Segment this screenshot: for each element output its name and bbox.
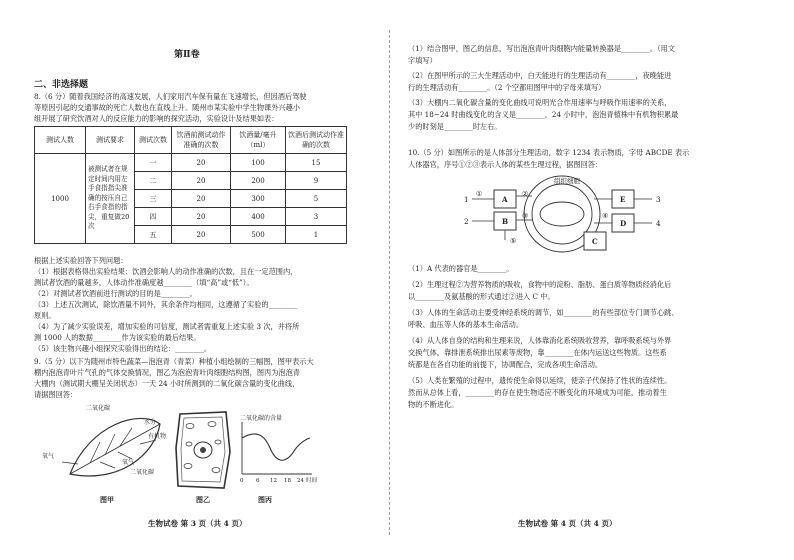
q10-intro: 10.（5 分）如图所示的是人体部分生理活动，数字 1234 表示物质，字母 ABCDE 表示 [408, 148, 690, 157]
cell: 5 [286, 190, 347, 208]
cell: 20 [172, 208, 231, 226]
substance-label: 2 [464, 217, 469, 226]
th-times: 测试次数 [135, 127, 172, 154]
cell: 400 [231, 208, 286, 226]
th-requirement: 测试要求 [86, 127, 135, 154]
q8-line: 等原因引起的交通事故的死亡人数也在直线上升。随州市某实验中学生物课外兴趣小 [34, 103, 300, 112]
tick: 0 [240, 478, 244, 484]
q9-cont: （1）结合图甲，图乙的信息，写出泡泡青叶肉细胞内能量转换器是________。（用文 [408, 44, 675, 53]
q9-line: 9.（5 分）以下为随州市特色蔬菜—泡泡青（青菜）种植小组绘制的三幅图，图甲表示大 [34, 357, 314, 366]
tick: 时间 [306, 478, 318, 484]
q8-after: （2）对测试者饮酒前进行测试的目的是________。 [34, 289, 197, 298]
q10-question: 物的不断进化。 [408, 400, 459, 409]
tick: 12 [270, 478, 277, 484]
q10-question: （2）生理过程②为营养物质的吸收，食物中的淀粉、脂肪、蛋白质等物质经消化后 [408, 280, 672, 289]
fig-jia-caption: 图甲 [100, 495, 114, 504]
q10-intro: 人体器官，序号①②③表示人体的某些生理过程，据图回答： [408, 160, 603, 169]
cell: 3 [286, 208, 347, 226]
q8-line: 组开展了研究饮酒对人的反应能力的影响的探究活动，实验设计及结果如表： [34, 114, 279, 123]
q10-question: 呼吸、血压等人体的基本生命活动。 [408, 320, 524, 329]
q10-question: （3）人体的生命活动主要受神经系统的调节，如________的有些部位专门调节心跳、 [408, 308, 679, 317]
th-people: 测试人数 [35, 127, 86, 154]
th-amount: 饮酒量/毫升（ml） [231, 127, 286, 154]
cell: 100 [231, 154, 286, 172]
q10-question: 以________及氨基酸的形式通过②进入 C 中。 [408, 292, 555, 301]
nucleolus [200, 447, 206, 453]
step-label: ① [476, 189, 483, 198]
fig-jia-label: 有机物 [148, 433, 167, 440]
tick: 24 [297, 478, 304, 484]
tissue-cell [540, 202, 584, 226]
q8-after: （4）为了减少实验误差，增加实验的可信度，测试者需重复上述实验 3 次，并将所 [34, 322, 300, 331]
fig-jia-label: 氧气 [42, 453, 55, 460]
cell: 20 [172, 172, 231, 190]
cell: 二 [135, 172, 172, 190]
q9-cont: （3）大棚内二氧化碳含量的变化曲线可说明光合作用速率与呼吸作用速率的关系， [408, 98, 672, 107]
q9-cont: 其中 18~24 时曲线变化的含义是________，24 小时中，泡泡青植株中有机物积累最 [408, 110, 679, 119]
tick: 18 [284, 478, 291, 484]
fig-jia-label: 二氧化碳 [130, 469, 155, 476]
step-label: ③ [522, 211, 529, 220]
cell: 20 [172, 226, 231, 244]
step-label: ② [522, 189, 529, 198]
q9-line: 请据图回答： [34, 390, 78, 399]
cell-people: 1000 [35, 154, 86, 244]
cell: 15 [286, 154, 347, 172]
co2-curve [242, 434, 310, 460]
q8-after: 原则。 [34, 311, 56, 320]
tick: 6 [256, 478, 260, 484]
part-title: 第Ⅱ卷 [174, 50, 200, 60]
tissue-label: 组织细胞 [554, 177, 580, 185]
right-footer: 生物试卷 第 4 页（共 4 页） [518, 519, 617, 528]
section-title: 二、非选择题 [34, 80, 89, 90]
q10-question: 然而从总体上看，________的存在使生物适应不断变化的环境成为可能，推动着生 [408, 388, 667, 397]
step-label: ④ [602, 211, 609, 220]
node-B: B [502, 217, 509, 226]
cell: 五 [135, 226, 172, 244]
physiology-diagram [452, 174, 672, 260]
q8-after: （5）该生物兴趣小组探究实验得出的结论：________。 [34, 344, 212, 353]
q9-cont: 少的时刻是________时左右。 [408, 122, 502, 131]
cell: 一 [135, 154, 172, 172]
q8-after: 根据上述实验回答下列问题： [34, 256, 128, 265]
q10-question: 交换气体，靠排泄系统排出尿素等废物，靠________在体内运送这些物质。这些系 [408, 348, 667, 357]
node-A: A [502, 195, 508, 204]
cell: 500 [231, 226, 286, 244]
q9-cont: （2）在图甲所示的三大生理活动中，白天能进行的生理活动有________，夜晚能进 [408, 71, 672, 80]
right-page [392, 0, 794, 560]
cell: 9 [286, 172, 347, 190]
q9-cont: 行的生理活动有________。（2 个空都用图甲中的字母来填写） [408, 83, 606, 92]
fig-jia-label: 二氧化碳 [86, 405, 111, 412]
node-D: D [620, 219, 627, 228]
node-C: C [592, 237, 598, 246]
q9-line: 大棚内（测试期大棚呈关闭状态）一天 24 小时所测到的二氧化碳含量的变化曲线， [34, 379, 300, 388]
fig-jia-label: 氧气 [122, 459, 135, 466]
cell-figure [172, 408, 234, 492]
q10-question: 统都是在各自功能的前提下，协调配合，完成各项生命活动。 [408, 360, 603, 369]
cell: 三 [135, 190, 172, 208]
page-divider [389, 30, 390, 535]
co2-curve-figure [236, 418, 316, 484]
step-label: ⑤ [510, 236, 517, 245]
q10-question: （5）人类在繁殖的过程中，遗传使生命得以延续，使亲子代保持了性状的连续性。 [408, 376, 672, 385]
q10-question: （4）从人体自身的结构和生理来说，人体靠消化系统吸收营养，靠呼吸系统与外界 [408, 336, 672, 345]
cell: 300 [231, 190, 286, 208]
th-after: 饮酒后测试动作准确的次数 [286, 127, 347, 154]
node-E: E [620, 195, 626, 204]
th-before: 饮酒前测试动作准确的次数 [172, 127, 231, 154]
q9-cont: 字填写） [408, 56, 437, 65]
cell: 20 [172, 154, 231, 172]
fig-yi-caption: 图乙 [196, 495, 210, 504]
fig-bing-title: 二氧化碳的含量 [240, 415, 283, 422]
q8-after: 测试者饮酒的量越多，人体动作准确度越________（填“高”或“低”）。 [34, 278, 254, 287]
cell: 四 [135, 208, 172, 226]
q9-line: 棚内泡泡青叶片气孔的气体交换情况，图乙为泡泡青叶肉细胞结构图，图丙为泡泡青 [34, 368, 300, 377]
substance-label: 4 [656, 219, 661, 228]
fig-jia-label: 水分 [144, 419, 157, 426]
cell: 20 [172, 190, 231, 208]
table-row [35, 154, 347, 172]
fig-bing-caption: 图丙 [258, 495, 272, 504]
table-header-row [35, 127, 347, 154]
substance-label: 1 [464, 195, 469, 204]
left-footer: 生物试卷 第 3 页（共 4 页） [148, 519, 247, 528]
cell-requirement: 被测试者在规定时间内用左手食指指尖准确的按压自己右手食指的指尖，重复做20次 [86, 154, 135, 244]
experiment-table [34, 126, 347, 244]
q8-after: 测 1000 人的数据________作为该实验的最后结果。 [34, 333, 201, 342]
q8-after: （1）根据表格得出实验结果：饮酒会影响人的动作准确的次数，且在一定范围内， [34, 267, 298, 276]
substance-label: 3 [656, 195, 661, 204]
cell: 200 [231, 172, 286, 190]
q10-question: （1）A 代表的器官是________。 [408, 264, 514, 273]
q8-line: 8.（6 分）随着我国经济的高速发展，人们家用汽车保有量在飞速增长，但因酒后驾驶 [34, 92, 307, 101]
cell: 1 [286, 226, 347, 244]
left-page [0, 0, 388, 560]
q8-after: （3）上述五次测试，除饮酒量不同外，其余条件均相同，这遵循了实验的________ [34, 300, 298, 309]
